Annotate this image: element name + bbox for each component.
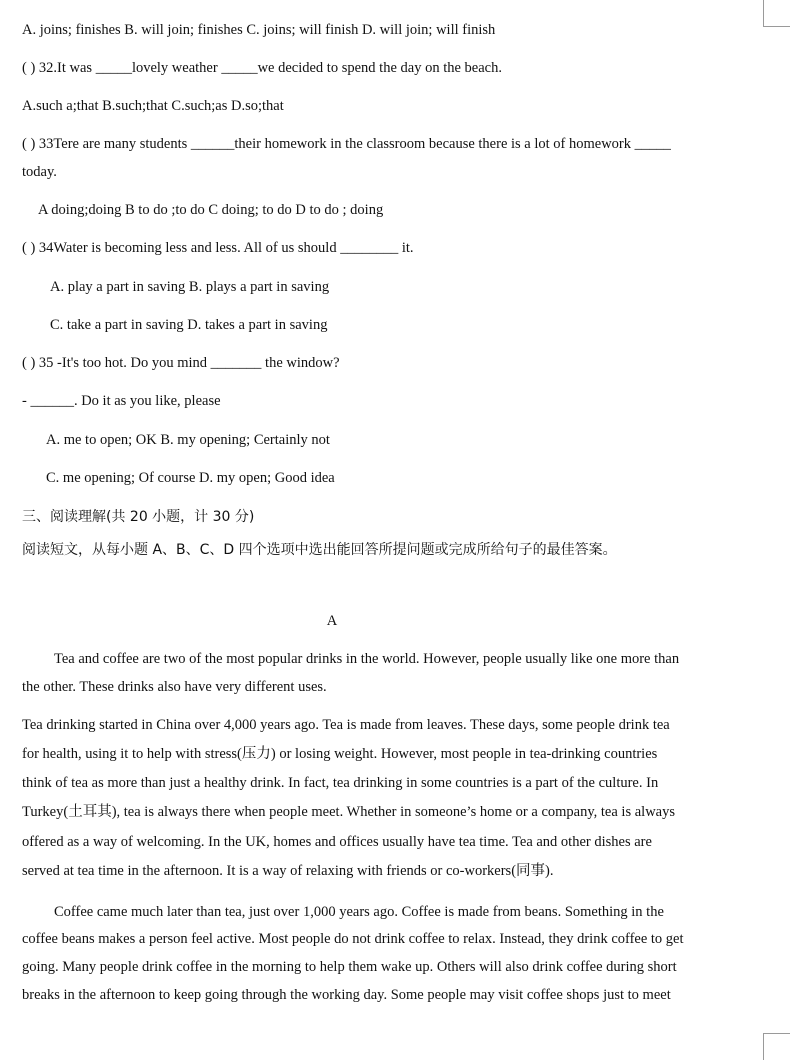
q35-options-cd: C. me opening; Of course D. my open; Good idea — [46, 470, 335, 486]
q31-options: A. joins; finishes B. will join; finishes C. joins; will finish D. will join; will finish — [22, 22, 496, 38]
q34-options-ab: A. play a part in saving B. plays a part in saving — [50, 279, 330, 295]
passage-line: breaks in the afternoon to keep going through the working day. Some people may visit coffee shops just to meet — [22, 987, 671, 1003]
q33-stem-cont: today. — [22, 164, 57, 180]
q32-stem: ( ) 32.It was _____lovely weather _____we decided to spend the day on the beach. — [22, 60, 502, 76]
passage-line: coffee beans makes a person feel active. Most people do not drink coffee to relax. Instead, they drink coffee to get — [22, 931, 684, 947]
passage-label: A — [326, 613, 338, 629]
passage-line: Tea drinking started in China over 4,000 years ago. Tea is made from leaves. These days, some people drink tea — [22, 717, 670, 733]
corner-mark-bottom — [763, 1033, 790, 1060]
q34-stem: ( ) 34Water is becoming less and less. All of us should ________ it. — [22, 240, 414, 256]
q32-options: A.such a;that B.such;that C.such;as D.so;that — [22, 98, 284, 114]
passage-line: for health, using it to help with stress(压力) or losing weight. However, most people in tea-drinking countries — [22, 746, 658, 762]
passage-line: served at tea time in the afternoon. It is a way of relaxing with friends or co-workers(同事). — [22, 863, 554, 879]
section-instruction: 阅读短文，从每小题 A、B、C、D 四个选项中选出能回答所提问题或完成所给句子的最佳答案。 — [22, 542, 617, 558]
q35-stem: ( ) 35 -It's too hot. Do you mind _______ the window? — [22, 355, 340, 371]
passage-line: Coffee came much later than tea, just over 1,000 years ago. Coffee is made from beans. Something in the — [54, 904, 664, 920]
q33-options: A doing;doing B to do ;to do C doing; to do D to do ; doing — [38, 202, 384, 218]
passage-line: Turkey(土耳其), tea is always there when people meet. Whether in someone’s home or a company, tea is always — [22, 804, 675, 820]
q35-reply: - ______. Do it as you like, please — [22, 393, 221, 409]
passage-line: going. Many people drink coffee in the morning to help them wake up. Others will also drink coffee during short — [22, 959, 677, 975]
passage-line: Tea and coffee are two of the most popular drinks in the world. However, people usually like one more than — [54, 651, 680, 667]
passage-line: think of tea as more than just a healthy drink. In fact, tea drinking in some countries is a part of the culture. In — [22, 775, 659, 791]
q34-options-cd: C. take a part in saving D. takes a part in saving — [50, 317, 328, 333]
passage-line: the other. These drinks also have very different uses. — [22, 679, 327, 695]
q35-options-ab: A. me to open; OK B. my opening; Certainly not — [46, 432, 330, 448]
corner-mark-top — [763, 0, 790, 27]
section-heading: 三、阅读理解(共 20 小题，计 30 分) — [22, 509, 255, 525]
q33-stem: ( ) 33Tere are many students ______their homework in the classroom because there is a lot of homework _____ — [22, 136, 671, 152]
passage-line: offered as a way of welcoming. In the UK, homes and offices usually have tea time. Tea and other dishes are — [22, 834, 652, 850]
